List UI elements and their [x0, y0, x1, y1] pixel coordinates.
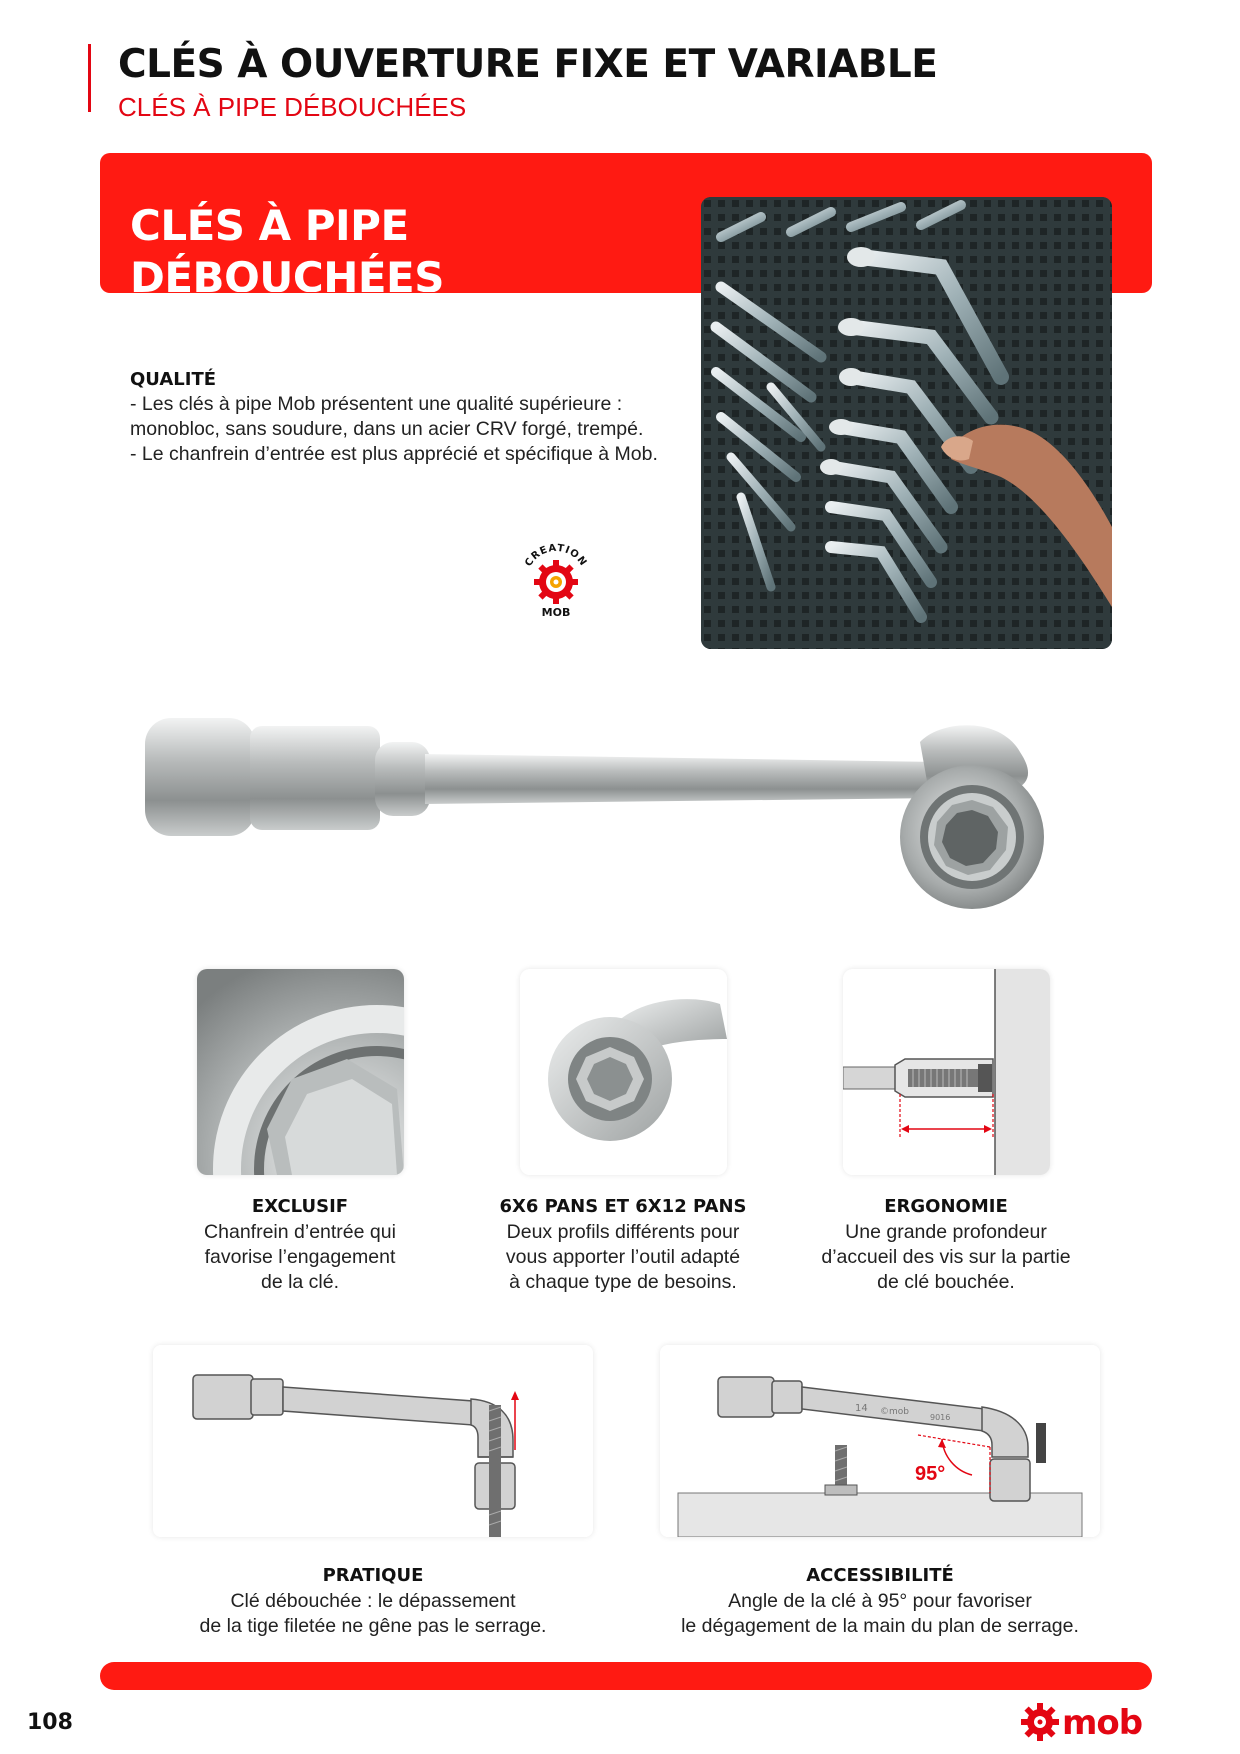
feature-text-pratique — [173, 1589, 573, 1639]
feature-title-profiles: 6X6 PANS ET 6X12 PANS — [499, 1196, 747, 1217]
feature-profiles-line-2: vous apporter l’outil adapté — [505, 1246, 741, 1268]
badge-bottom-text: MOB — [541, 606, 571, 619]
page-subtitle: CLÉS À PIPE DÉBOUCHÉES — [118, 92, 467, 122]
feature-ergonomie-line-1: Une grande profondeur — [845, 1221, 1047, 1243]
hero-photo-wrench-rack — [701, 197, 1112, 649]
footer-bar — [100, 1662, 1152, 1690]
banner-title-line-2: DÉBOUCHÉES — [130, 253, 444, 292]
badge-top-text: CREATION — [523, 542, 589, 569]
header-accent-bar — [88, 44, 91, 112]
feature-profiles-line-3: à chaque type de besoins. — [509, 1271, 737, 1293]
banner-title-line-1: CLÉS À PIPE — [130, 201, 409, 250]
page-number: 108 — [27, 1710, 73, 1735]
feature-card-pratique — [153, 1345, 593, 1537]
mob-gear-icon — [1020, 1700, 1170, 1744]
feature-card-exclusif — [197, 969, 404, 1175]
feature-title-accessibilite: ACCESSIBILITÉ — [806, 1565, 954, 1586]
feature-pratique-line-1: Clé débouchée : le dépassement — [230, 1590, 516, 1612]
wrench-brand-mark: ©mob — [880, 1407, 909, 1417]
chamfer-closeup-illustration — [197, 969, 404, 1175]
creation-gear-icon — [513, 536, 599, 622]
mob-wordmark: mob — [1062, 1703, 1143, 1743]
banner-title — [130, 200, 550, 292]
feature-card-accessibilite — [660, 1345, 1100, 1537]
feature-text-ergonomie — [806, 1220, 1086, 1295]
feature-title-pratique: PRATIQUE — [322, 1565, 424, 1586]
quality-line-2: monobloc, sans soudure, dans un acier CRV forgé, trempé. — [130, 418, 644, 440]
feature-ergonomie-line-2: d’accueil des vis sur la partie — [821, 1246, 1071, 1268]
quality-heading: QUALITÉ — [130, 369, 217, 390]
feature-exclusif-line-3: de la clé. — [260, 1271, 340, 1293]
feature-text-profiles — [473, 1220, 773, 1295]
feature-exclusif-line-1: Chanfrein d’entrée qui — [204, 1221, 396, 1243]
feature-card-ergonomie — [843, 969, 1050, 1175]
feature-card-profiles — [520, 969, 727, 1175]
through-bolt-diagram — [153, 1345, 593, 1537]
feature-profiles-line-1: Deux profils différents pour — [506, 1221, 740, 1243]
mob-logo — [1020, 1700, 1170, 1744]
wrench-head-illustration — [520, 969, 727, 1175]
angle-95-diagram — [660, 1345, 1100, 1537]
feature-ergonomie-line-3: de clé bouchée. — [877, 1271, 1015, 1293]
quality-description — [130, 392, 690, 467]
screw-depth-diagram — [843, 969, 1050, 1175]
feature-pratique-line-2: de la tige filetée ne gêne pas le serrage. — [199, 1615, 547, 1637]
feature-title-exclusif: EXCLUSIF — [251, 1196, 349, 1217]
wrench-rack-illustration — [701, 197, 1112, 649]
feature-text-exclusif — [180, 1220, 420, 1295]
page-title: CLÉS À OUVERTURE FIXE ET VARIABLE — [118, 42, 938, 87]
feature-accessibilite-line-2: le dégagement de la main du plan de serrage. — [681, 1615, 1079, 1637]
quality-line-3: - Le chanfrein d’entrée est plus apprécié et spécifique à Mob. — [130, 443, 658, 465]
quality-line-1: - Les clés à pipe Mob présentent une qualité supérieure : — [130, 393, 623, 415]
product-photo-pipe-wrench — [140, 712, 1130, 912]
feature-accessibilite-line-1: Angle de la clé à 95° pour favoriser — [728, 1590, 1032, 1612]
angle-label: 95° — [915, 1463, 946, 1485]
creation-mob-badge — [513, 536, 599, 622]
pipe-wrench-illustration — [140, 712, 1130, 912]
wrench-size-mark: 14 — [855, 1403, 868, 1414]
feature-title-ergonomie: ERGONOMIE — [884, 1196, 1008, 1217]
feature-exclusif-line-2: favorise l’engagement — [204, 1246, 396, 1268]
feature-text-accessibilite — [660, 1589, 1100, 1639]
wrench-ref-mark: 9016 — [930, 1413, 951, 1422]
